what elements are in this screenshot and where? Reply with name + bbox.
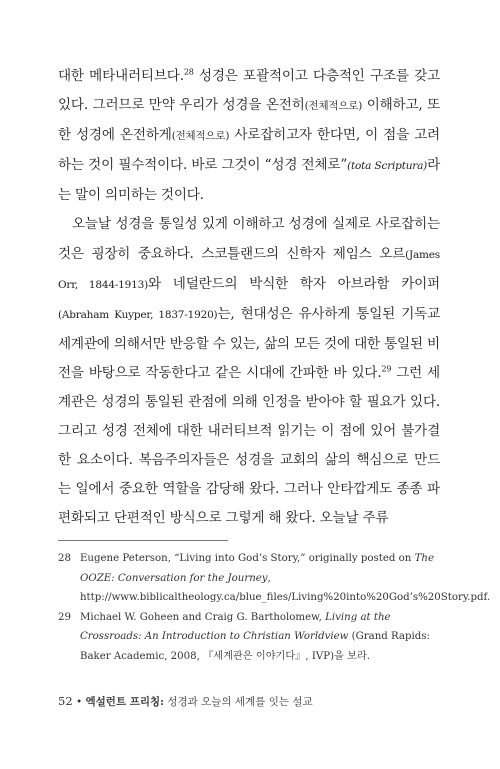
paragraph-2: 오늘날 성경을 통일성 있게 이해하고 성경에 실제로 사로잡히는 것은 굉장히 중요하다. 스코틀랜드의 신학자 제임스 오르(James Orr, 1844-1913)와 네덜란드의 박식한 학자 아브라함 카이퍼(Abraham Kuyper, 1837-1920)는, 현대성은 유사하게 통일된 기독교 세계관에 의해서만 반응할 수 있는, 삶의 모든 것에 대한 통일된 비전을 바탕으로 작동한다고 같은 시대에 간파한 바 있다.$^{29}$ 그런 세계관은 성경의 통일된 관점에 의해 인정을 받아야 할 필요가 있다. 그리고 성경 전체에 대한 내러티브적 읽기는 이 점에 있어 불가결한 요소이다. 복음주의자들은 성경을 교회의 삶의 핵심으로 만드는 일에서 중요한 역할을 감당해 왔다. 그러나 안타깝게도 종종 파편화되고 단편적인 방식으로 그렇게 해 왔다. 오늘날 주류 xyxy=(58,216,440,527)
footnote-url[interactable]: , http://www.biblicaltheology.ca/blue_files/Living%20into%20God’s%20Story.pdf. xyxy=(80,572,491,603)
footnote-number: 29 xyxy=(58,611,71,623)
parenthetical-note: (전체적으로) xyxy=(171,130,230,143)
paragraph-1: 대한 메타내러티브다.$^{28}$ 성경은 포괄적이고 다층적인 구조를 갖고 있다. 그러므로 만약 우리가 성경을 온전히(전체적으로) 이해하고, 또한 성경에 온전하게(전체적으로) 사로잡히고자 한다면, 이 점을 고려하는 것이 필수적이다. 바로 그것이 “성경 전체로”(tota Scriptura)라는 말이 의미하는 것이다. xyxy=(58,67,441,204)
footnote-29: 29 Michael W. Goheen and Craig G. Bartholomew, Living at the Crossroads: An Introduction to Christian Worldview (Grand Rapids: Baker Academic, 2008, 『세계관은 이야기다』, IVP)을 보라. xyxy=(58,608,440,667)
name-kuyper: (Abraham Kuyper, 1837-1920) xyxy=(58,308,218,321)
footer-separator: • xyxy=(72,696,86,708)
footnote-divider xyxy=(58,540,228,541)
footnote-ref-28[interactable]: 28 xyxy=(183,67,194,77)
page-footer xyxy=(58,694,458,709)
running-subtitle: 성경과 오늘의 세계를 잇는 설교 xyxy=(164,696,313,708)
publication-title: The OOZE: Conversation for the Journey xyxy=(80,553,434,584)
body-text xyxy=(58,62,440,534)
footnote-number: 28 xyxy=(58,553,71,564)
page-number: 52 xyxy=(58,694,73,708)
latin-term: (tota Scriptura) xyxy=(347,160,428,173)
footnote-28: 28 Eugene Peterson, “Living into God’s Story,” originally posted on The OOZE: Conversation for the Journey, http://www.biblicaltheology.ca/blue_files/Living%20into%20God’s%20Story.pdf. xyxy=(58,549,440,608)
book-title: Living at the Crossroads: An Introduction to Christian Worldview xyxy=(80,611,391,642)
parenthetical-note: (전체적으로) xyxy=(304,100,363,113)
running-book-title: 엑설런트 프리칭: xyxy=(85,696,165,708)
footnotes xyxy=(58,549,491,666)
footnote-ref-29[interactable]: 29 xyxy=(381,364,392,374)
name-orr: (James Orr, 1844-1913) xyxy=(58,248,440,291)
